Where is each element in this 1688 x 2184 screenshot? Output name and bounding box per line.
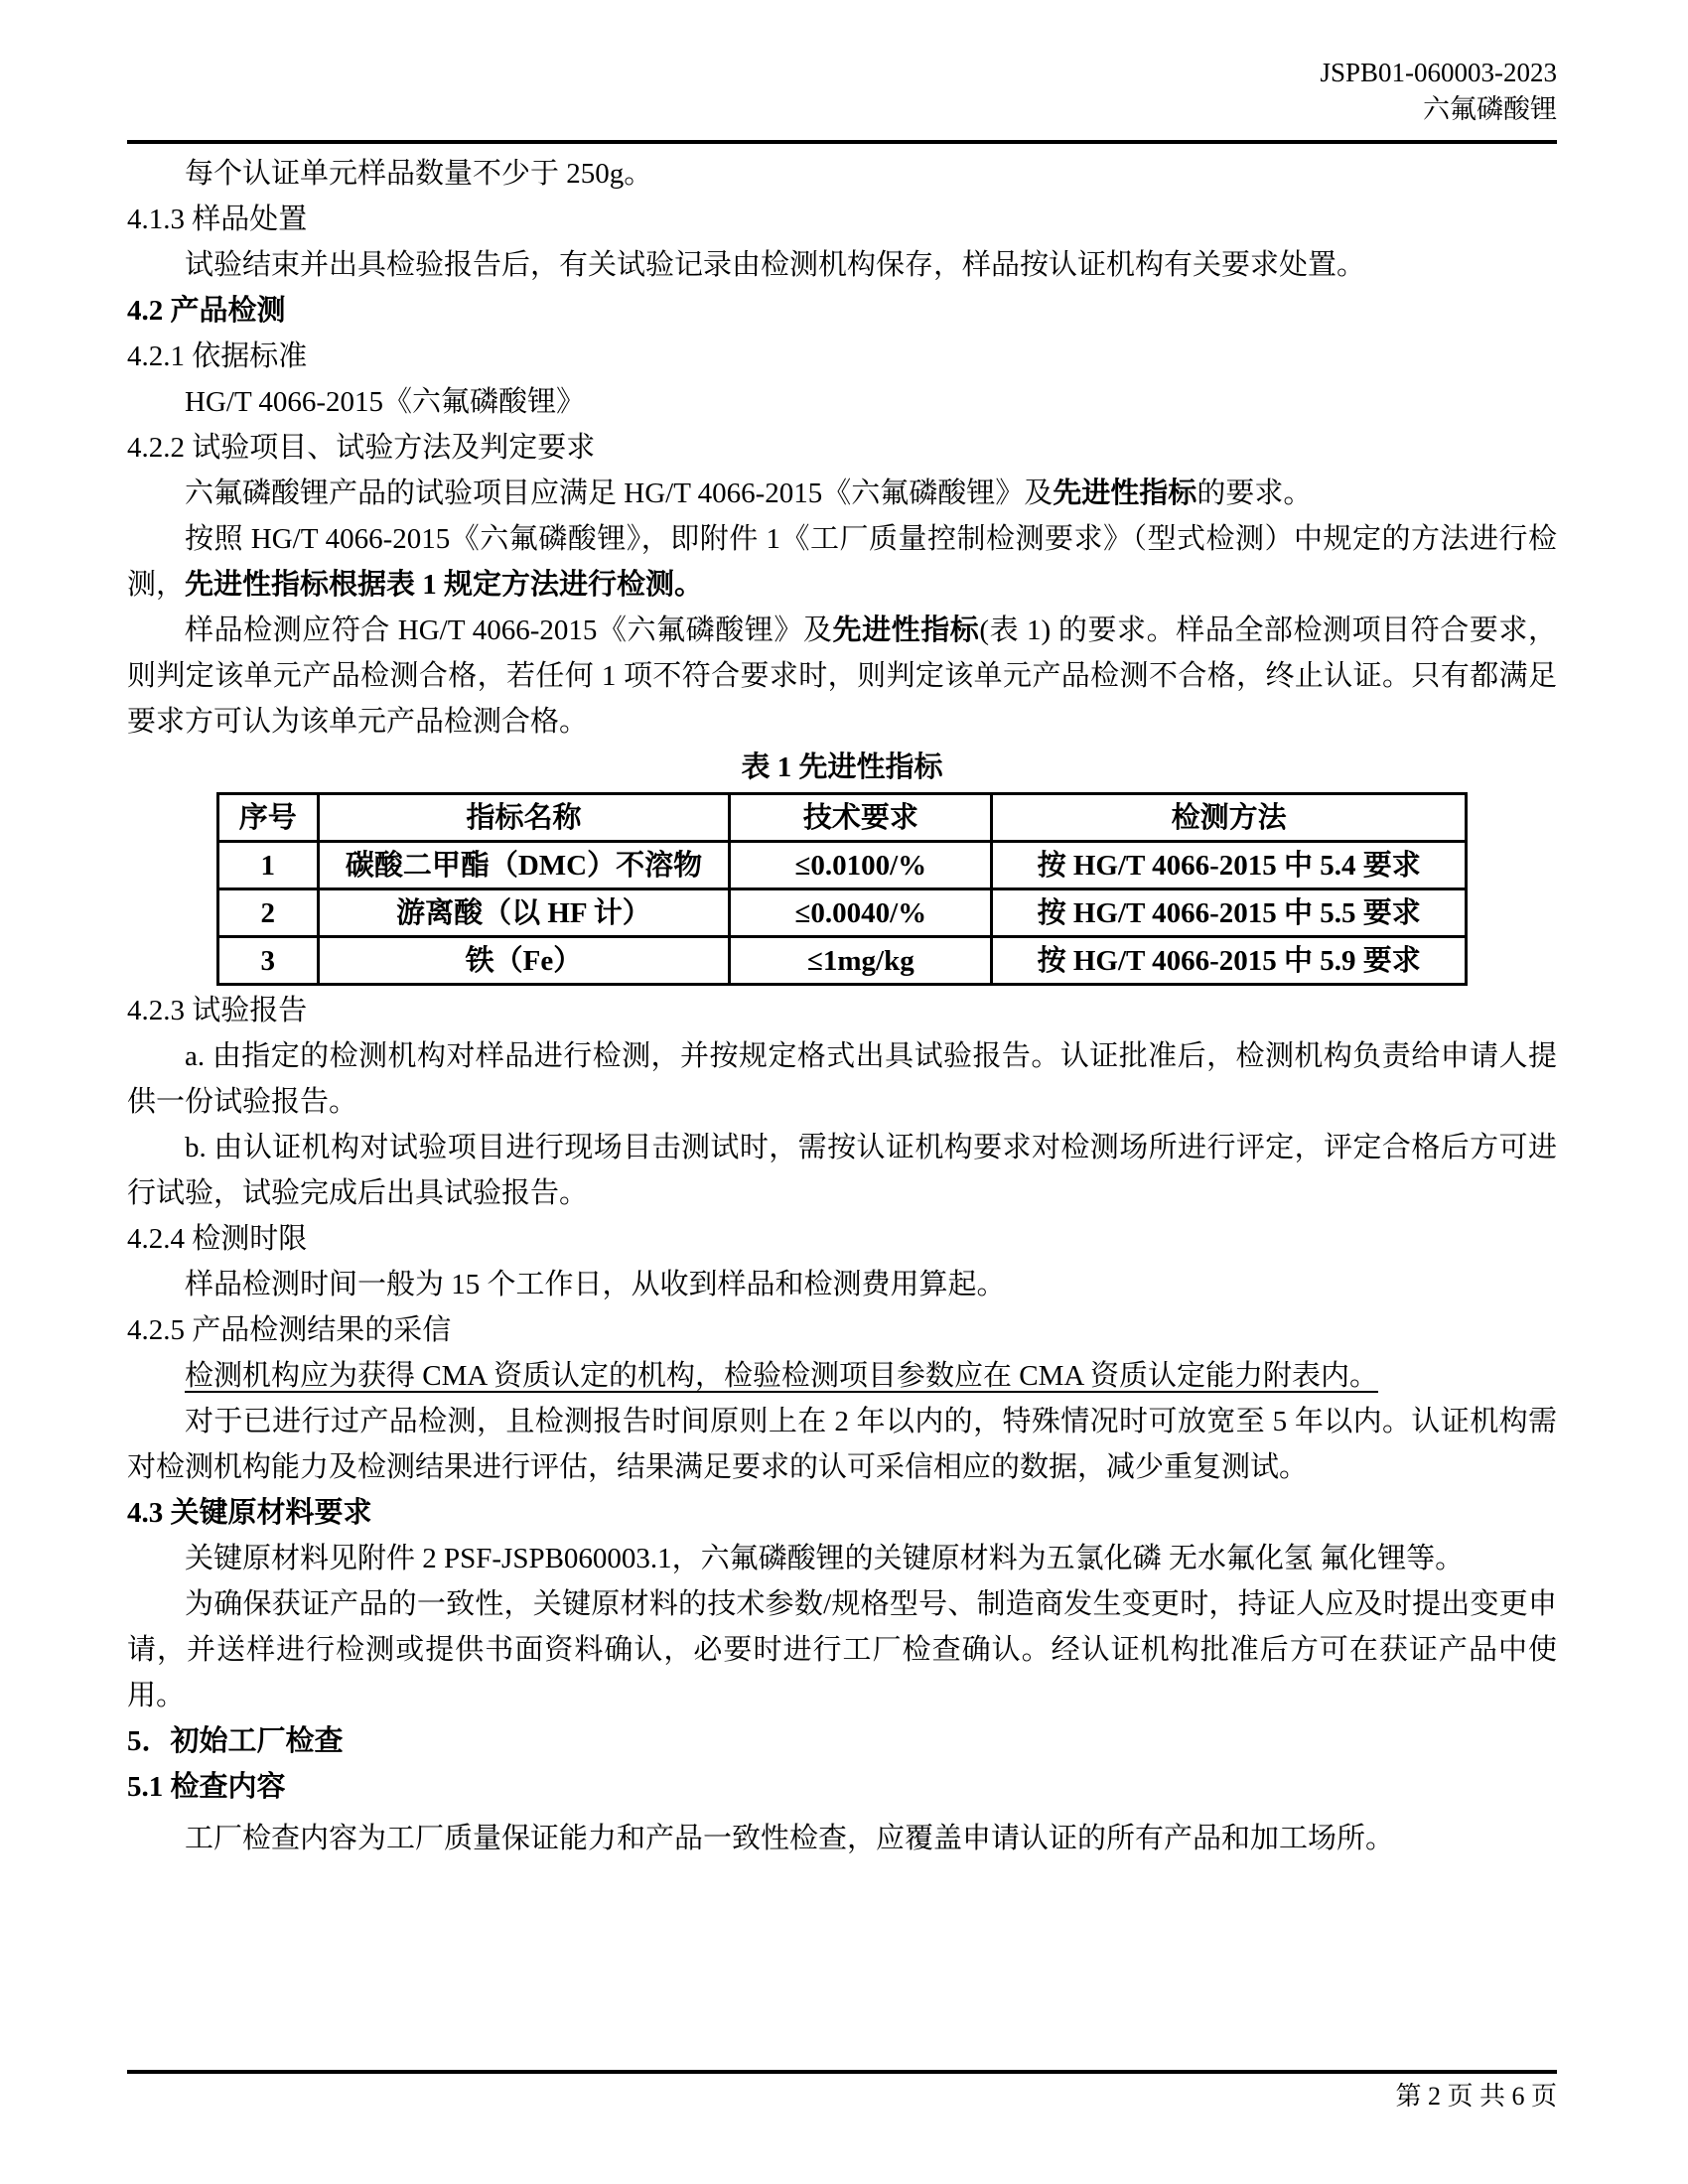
paragraph-4-2-4: 样品检测时间一般为 15 个工作日，从收到样品和检测费用算起。 xyxy=(185,1269,1006,1300)
text-run: 样品检测应符合 HG/T 4066-2015《六氟磷酸锂》及 xyxy=(185,614,833,646)
footer-rule xyxy=(127,2070,1557,2074)
text-run: 六氟磷酸锂产品的试验项目应满足 HG/T 4066-2015《六氟磷酸锂》及 xyxy=(185,478,1054,509)
heading-5-1: 5.1 检查内容 xyxy=(127,1771,286,1803)
page-number: 第 2 页 共 6 页 xyxy=(1395,2082,1557,2111)
cell-index: 1 xyxy=(218,842,319,889)
cell-method: 按 HG/T 4066-2015 中 5.4 要求 xyxy=(992,842,1467,889)
text-run: (表 1) 的要求。样品全部检测项目符合要求，则判定该单元产品检测合格，若任何 1 项不符合要求时，则判定该单元产品检测不合格，终止认证。只有都满足要求方可认为该单元产品检测合格。 xyxy=(127,614,1557,738)
cell-method: 按 HG/T 4066-2015 中 5.9 要求 xyxy=(992,937,1467,985)
paragraph-4-2-5-2: 对于已进行过产品检测，且检测报告时间原则上在 2 年以内的，特殊情况时可放宽至 5 年以内。认证机构需对检测机构能力及检测结果进行评估，结果满足要求的认可采信相应的数据，减少重复测试。 xyxy=(127,1406,1557,1483)
table-row xyxy=(218,937,1467,985)
col-header-index: 序号 xyxy=(218,794,319,842)
paragraph-4-3-2: 为确保获证产品的一致性，关键原材料的技术参数/规格型号、制造商发生变更时，持证人应及时提出变更申请，并送样进行检测或提供书面资料确认，必要时进行工厂检查确认。经认证机构批准后方可在获证产品中使用。 xyxy=(127,1588,1557,1711)
text-run-bold: 先进性指标 xyxy=(832,614,980,646)
paragraph-4-2-2-3 xyxy=(127,608,1557,745)
paragraph-4-2-3-b: b. 由认证机构对试验项目进行现场目击测试时，需按认证机构要求对检测场所进行评定，评定合格后方可进行试验，试验完成后出具试验报告。 xyxy=(127,1132,1557,1209)
paragraph-4-3-1: 关键原材料见附件 2 PSF-JSPB060003.1，六氟磷酸锂的关键原材料为五氯化磷 无水氟化氢 氟化锂等。 xyxy=(185,1543,1465,1574)
paragraph-4-1-3: 试验结束并出具检验报告后，有关试验记录由检测机构保存，样品按认证机构有关要求处置。 xyxy=(185,249,1366,281)
heading-4-3: 4.3 关键原材料要求 xyxy=(127,1497,372,1529)
cell-index: 3 xyxy=(218,937,319,985)
cell-requirement: ≤0.0040/% xyxy=(730,889,992,937)
cell-requirement: ≤0.0100/% xyxy=(730,842,992,889)
advanced-indicators-table xyxy=(216,792,1468,986)
text-run: 按照 HG/T 4066-2015《六氟磷酸锂》，即附件 1《工厂质量控制检测要求》（型式检测）中规定的方法进行检测， xyxy=(127,523,1557,601)
col-header-indicator: 指标名称 xyxy=(318,794,730,842)
cell-requirement: ≤1mg/kg xyxy=(730,937,992,985)
doc-code: JSPB01-060003-2023 xyxy=(1320,58,1557,87)
text-run-bold: 先进性指标根据表 1 规定方法进行检测。 xyxy=(185,569,704,601)
paragraph-4-2-2-2 xyxy=(127,516,1557,608)
heading-4-2-3: 4.2.3 试验报告 xyxy=(127,995,308,1026)
cell-index: 2 xyxy=(218,889,319,937)
col-header-requirement: 技术要求 xyxy=(730,794,992,842)
heading-4-2-4: 4.2.4 检测时限 xyxy=(127,1223,308,1255)
heading-4-2-2: 4.2.2 试验项目、试验方法及判定要求 xyxy=(127,432,596,464)
table-title: 表 1 先进性指标 xyxy=(741,751,943,783)
heading-4-2: 4.2 产品检测 xyxy=(127,295,286,327)
paragraph-4-2-1: HG/T 4066-2015《六氟磷酸锂》 xyxy=(185,386,586,418)
heading-4-2-5: 4.2.5 产品检测结果的采信 xyxy=(127,1314,452,1346)
doc-product-name: 六氟磷酸锂 xyxy=(1423,94,1557,124)
col-header-method: 检测方法 xyxy=(992,794,1467,842)
page-header xyxy=(127,55,1557,128)
paragraph-4-2-3-a: a. 由指定的检测机构对样品进行检测，并按规定格式出具试验报告。认证批准后，检测机构负责给申请人提供一份试验报告。 xyxy=(127,1040,1557,1118)
document-body xyxy=(127,151,1557,1861)
header-rule xyxy=(127,140,1557,144)
cell-indicator: 碳酸二甲酯（DMC）不溶物 xyxy=(318,842,730,889)
cell-method: 按 HG/T 4066-2015 中 5.5 要求 xyxy=(992,889,1467,937)
paragraph-sample-quantity: 每个认证单元样品数量不少于 250g。 xyxy=(185,158,653,190)
paragraph-5-1: 工厂检查内容为工厂质量保证能力和产品一致性检查，应覆盖申请认证的所有产品和加工场所。 xyxy=(185,1823,1395,1854)
cell-indicator: 游离酸（以 HF 计） xyxy=(318,889,730,937)
text-run-bold: 先进性指标 xyxy=(1053,478,1197,509)
table-row xyxy=(218,889,1467,937)
cell-indicator: 铁（Fe） xyxy=(318,937,730,985)
heading-4-1-3: 4.1.3 样品处置 xyxy=(127,204,308,235)
heading-5: 5．初始工厂检查 xyxy=(127,1725,344,1757)
paragraph-4-2-5-underlined: 检测机构应为获得 CMA 资质认定的机构，检验检测项目参数应在 CMA 资质认定能力附表内。 xyxy=(185,1360,1378,1392)
table-header-row xyxy=(218,794,1467,842)
table-row xyxy=(218,842,1467,889)
heading-4-2-1: 4.2.1 依据标准 xyxy=(127,341,308,372)
text-run: 的要求。 xyxy=(1196,478,1313,509)
paragraph-4-2-2-1 xyxy=(127,471,1557,516)
